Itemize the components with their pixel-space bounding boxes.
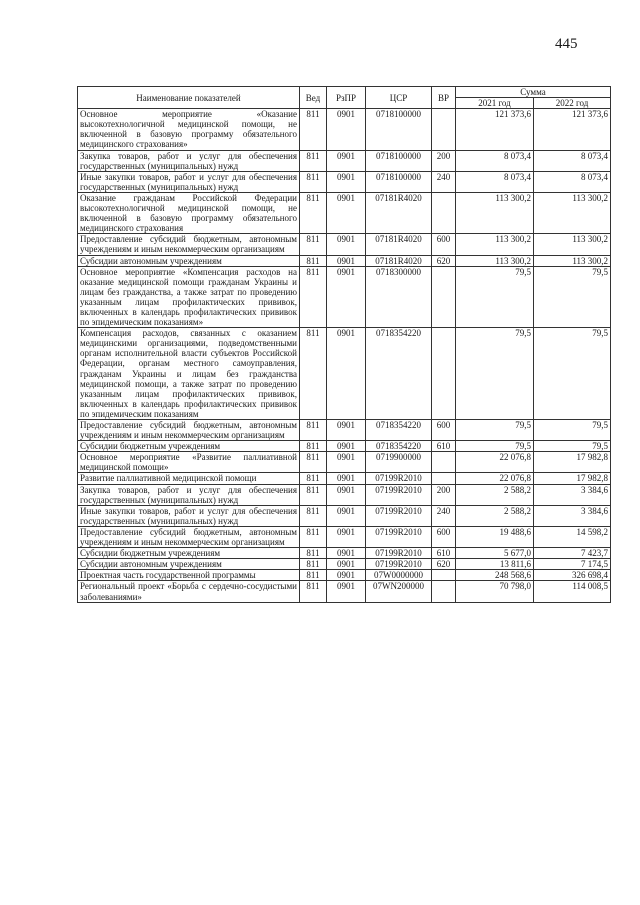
row-csr: 0719900000 <box>366 452 432 473</box>
row-csr: 07WN200000 <box>366 581 432 602</box>
row-csr: 0718100000 <box>366 150 432 171</box>
row-vr: 610 <box>432 548 456 559</box>
table-row <box>78 526 611 547</box>
row-csr: 07199R2010 <box>366 484 432 505</box>
row-sum-2022: 326 698,4 <box>534 570 611 581</box>
row-vr: 200 <box>432 484 456 505</box>
row-vr: 600 <box>432 420 456 441</box>
header-ved: Вед <box>300 87 327 109</box>
row-csr: 0718354220 <box>366 420 432 441</box>
page-number: 445 <box>555 36 578 52</box>
row-name: Иные закупки товаров, работ и услуг для обеспечения государственных (муниципальных) нужд <box>78 171 300 192</box>
table-row <box>78 559 611 570</box>
row-sum-2021: 19 488,6 <box>456 526 534 547</box>
row-sum-2021: 121 373,6 <box>456 109 534 150</box>
row-vr: 240 <box>432 505 456 526</box>
row-csr: 07199R2010 <box>366 559 432 570</box>
row-ved: 811 <box>300 452 327 473</box>
row-ved: 811 <box>300 581 327 602</box>
row-rzpr: 0901 <box>327 505 366 526</box>
row-rzpr: 0901 <box>327 171 366 192</box>
row-rzpr: 0901 <box>327 255 366 266</box>
row-name: Региональный проект «Борьба с сердечно-сосудистыми заболеваниями» <box>78 581 300 602</box>
row-rzpr: 0901 <box>327 570 366 581</box>
row-sum-2022: 8 073,4 <box>534 150 611 171</box>
row-name: Проектная часть государственной программы <box>78 570 300 581</box>
row-name: Субсидии автономным учреждениям <box>78 255 300 266</box>
row-csr: 07181R4020 <box>366 255 432 266</box>
row-sum-2022: 79,5 <box>534 420 611 441</box>
row-ved: 811 <box>300 548 327 559</box>
row-name: Компенсация расходов, связанных с оказанием медицинскими организациями, подведомственными органам исполнительной власти субъектов Российской Федерации, органам местного самоуправления, гражданам Украины и лицам без гражданства медицинской помощи, а также затрат по проведению указанным лицам профилактических прививок, включенных в календарь профилактических прививок по эпидемическим показаниям <box>78 328 300 420</box>
header-csr: ЦСР <box>366 87 432 109</box>
row-name: Предоставление субсидий бюджетным, автономным учреждениям и иным некоммерческим организациям <box>78 234 300 255</box>
row-rzpr: 0901 <box>327 150 366 171</box>
row-csr: 07W0000000 <box>366 570 432 581</box>
row-vr <box>432 473 456 484</box>
row-csr: 07199R2010 <box>366 505 432 526</box>
row-name: Субсидии бюджетным учреждениям <box>78 441 300 452</box>
row-ved: 811 <box>300 192 327 233</box>
row-sum-2021: 113 300,2 <box>456 234 534 255</box>
row-csr: 07199R2010 <box>366 473 432 484</box>
row-ved: 811 <box>300 109 327 150</box>
row-sum-2021: 248 568,6 <box>456 570 534 581</box>
row-name: Субсидии автономным учреждениям <box>78 559 300 570</box>
row-name: Основное мероприятие «Оказание высокотехнологичной медицинской помощи, не включенной в базовую программу обязательного медицинского страхования» <box>78 109 300 150</box>
row-ved: 811 <box>300 150 327 171</box>
row-sum-2022: 7 174,5 <box>534 559 611 570</box>
row-name: Развитие паллиативной медицинской помощи <box>78 473 300 484</box>
row-vr: 620 <box>432 255 456 266</box>
header-year-2022: 2022 год <box>534 98 611 109</box>
row-sum-2022: 79,5 <box>534 441 611 452</box>
row-sum-2022: 114 008,5 <box>534 581 611 602</box>
row-ved: 811 <box>300 570 327 581</box>
row-ved: 811 <box>300 526 327 547</box>
row-name: Закупка товаров, работ и услуг для обеспечения государственных (муниципальных) нужд <box>78 484 300 505</box>
row-ved: 811 <box>300 255 327 266</box>
row-vr: 620 <box>432 559 456 570</box>
row-ved: 811 <box>300 328 327 420</box>
row-sum-2022: 14 598,2 <box>534 526 611 547</box>
row-name: Субсидии бюджетным учреждениям <box>78 548 300 559</box>
row-rzpr: 0901 <box>327 548 366 559</box>
row-ved: 811 <box>300 484 327 505</box>
row-ved: 811 <box>300 420 327 441</box>
row-sum-2021: 13 811,6 <box>456 559 534 570</box>
row-rzpr: 0901 <box>327 420 366 441</box>
row-name: Предоставление субсидий бюджетным, автономным учреждениям и иным некоммерческим организациям <box>78 420 300 441</box>
row-sum-2022: 7 423,7 <box>534 548 611 559</box>
row-vr <box>432 192 456 233</box>
row-vr <box>432 109 456 150</box>
row-sum-2021: 2 588,2 <box>456 484 534 505</box>
row-sum-2022: 3 384,6 <box>534 484 611 505</box>
row-rzpr: 0901 <box>327 109 366 150</box>
table-row <box>78 484 611 505</box>
row-csr: 07199R2010 <box>366 526 432 547</box>
row-csr: 0718300000 <box>366 266 432 328</box>
row-sum-2022: 79,5 <box>534 266 611 328</box>
row-ved: 811 <box>300 559 327 570</box>
row-vr <box>432 581 456 602</box>
row-name: Предоставление субсидий бюджетным, автономным учреждениям и иным некоммерческим организациям <box>78 526 300 547</box>
row-sum-2021: 79,5 <box>456 420 534 441</box>
row-rzpr: 0901 <box>327 192 366 233</box>
table-row <box>78 581 611 602</box>
row-sum-2022: 113 300,2 <box>534 255 611 266</box>
row-sum-2022: 121 373,6 <box>534 109 611 150</box>
row-rzpr: 0901 <box>327 441 366 452</box>
row-sum-2021: 79,5 <box>456 328 534 420</box>
row-vr: 610 <box>432 441 456 452</box>
row-vr <box>432 570 456 581</box>
row-vr: 240 <box>432 171 456 192</box>
row-sum-2021: 8 073,4 <box>456 150 534 171</box>
row-name: Оказание гражданам Российской Федерации высокотехнологичной медицинской помощи, не включенной в базовую программу обязательного медицинского страхования <box>78 192 300 233</box>
table-row <box>78 505 611 526</box>
row-sum-2021: 79,5 <box>456 266 534 328</box>
row-name: Основное мероприятие «Развитие паллиативной медицинской помощи» <box>78 452 300 473</box>
header-year-2021: 2021 год <box>456 98 534 109</box>
row-sum-2021: 113 300,2 <box>456 192 534 233</box>
row-vr: 600 <box>432 526 456 547</box>
row-vr: 600 <box>432 234 456 255</box>
row-sum-2021: 5 677,0 <box>456 548 534 559</box>
table-row <box>78 171 611 192</box>
table-row <box>78 150 611 171</box>
row-csr: 0718354220 <box>366 328 432 420</box>
row-rzpr: 0901 <box>327 581 366 602</box>
header-rzpr: РзПР <box>327 87 366 109</box>
table-row <box>78 473 611 484</box>
row-ved: 811 <box>300 234 327 255</box>
row-sum-2022: 17 982,8 <box>534 473 611 484</box>
table-row <box>78 234 611 255</box>
row-ved: 811 <box>300 266 327 328</box>
row-sum-2022: 17 982,8 <box>534 452 611 473</box>
row-rzpr: 0901 <box>327 484 366 505</box>
row-sum-2022: 3 384,6 <box>534 505 611 526</box>
row-sum-2021: 22 076,8 <box>456 452 534 473</box>
row-rzpr: 0901 <box>327 328 366 420</box>
row-rzpr: 0901 <box>327 234 366 255</box>
table-row <box>78 109 611 150</box>
table-row <box>78 452 611 473</box>
header-sum: Сумма <box>456 87 611 98</box>
row-csr: 07181R4020 <box>366 192 432 233</box>
table-header-row <box>78 87 611 98</box>
row-rzpr: 0901 <box>327 473 366 484</box>
row-rzpr: 0901 <box>327 559 366 570</box>
row-name: Основное мероприятие «Компенсация расходов на оказание медицинской помощи гражданам Украины и лицам без гражданства, а также затрат по проведению указанным лицам профилактических прививок, включенных в календарь профилактических прививок по эпидемическим показаниям» <box>78 266 300 328</box>
table-row <box>78 548 611 559</box>
header-vr: ВР <box>432 87 456 109</box>
row-sum-2022: 113 300,2 <box>534 192 611 233</box>
row-name: Иные закупки товаров, работ и услуг для обеспечения государственных (муниципальных) нужд <box>78 505 300 526</box>
table-row <box>78 192 611 233</box>
row-ved: 811 <box>300 505 327 526</box>
row-vr <box>432 452 456 473</box>
row-rzpr: 0901 <box>327 266 366 328</box>
row-csr: 0718100000 <box>366 109 432 150</box>
row-csr: 07181R4020 <box>366 234 432 255</box>
row-vr <box>432 266 456 328</box>
row-rzpr: 0901 <box>327 526 366 547</box>
row-csr: 0718100000 <box>366 171 432 192</box>
row-ved: 811 <box>300 441 327 452</box>
row-sum-2021: 8 073,4 <box>456 171 534 192</box>
header-name: Наименование показателей <box>78 87 300 109</box>
row-sum-2022: 79,5 <box>534 328 611 420</box>
row-sum-2022: 8 073,4 <box>534 171 611 192</box>
table-row <box>78 328 611 420</box>
row-sum-2021: 113 300,2 <box>456 255 534 266</box>
row-sum-2022: 113 300,2 <box>534 234 611 255</box>
row-sum-2021: 2 588,2 <box>456 505 534 526</box>
row-sum-2021: 22 076,8 <box>456 473 534 484</box>
table-row <box>78 570 611 581</box>
row-csr: 0718354220 <box>366 441 432 452</box>
row-sum-2021: 70 798,0 <box>456 581 534 602</box>
table-row <box>78 441 611 452</box>
row-ved: 811 <box>300 171 327 192</box>
table-row <box>78 266 611 328</box>
row-name: Закупка товаров, работ и услуг для обеспечения государственных (муниципальных) нужд <box>78 150 300 171</box>
row-ved: 811 <box>300 473 327 484</box>
table-row <box>78 255 611 266</box>
row-sum-2021: 79,5 <box>456 441 534 452</box>
budget-table <box>77 86 611 603</box>
row-vr: 200 <box>432 150 456 171</box>
row-vr <box>432 328 456 420</box>
table-body <box>78 109 611 602</box>
row-rzpr: 0901 <box>327 452 366 473</box>
table-row <box>78 420 611 441</box>
row-csr: 07199R2010 <box>366 548 432 559</box>
